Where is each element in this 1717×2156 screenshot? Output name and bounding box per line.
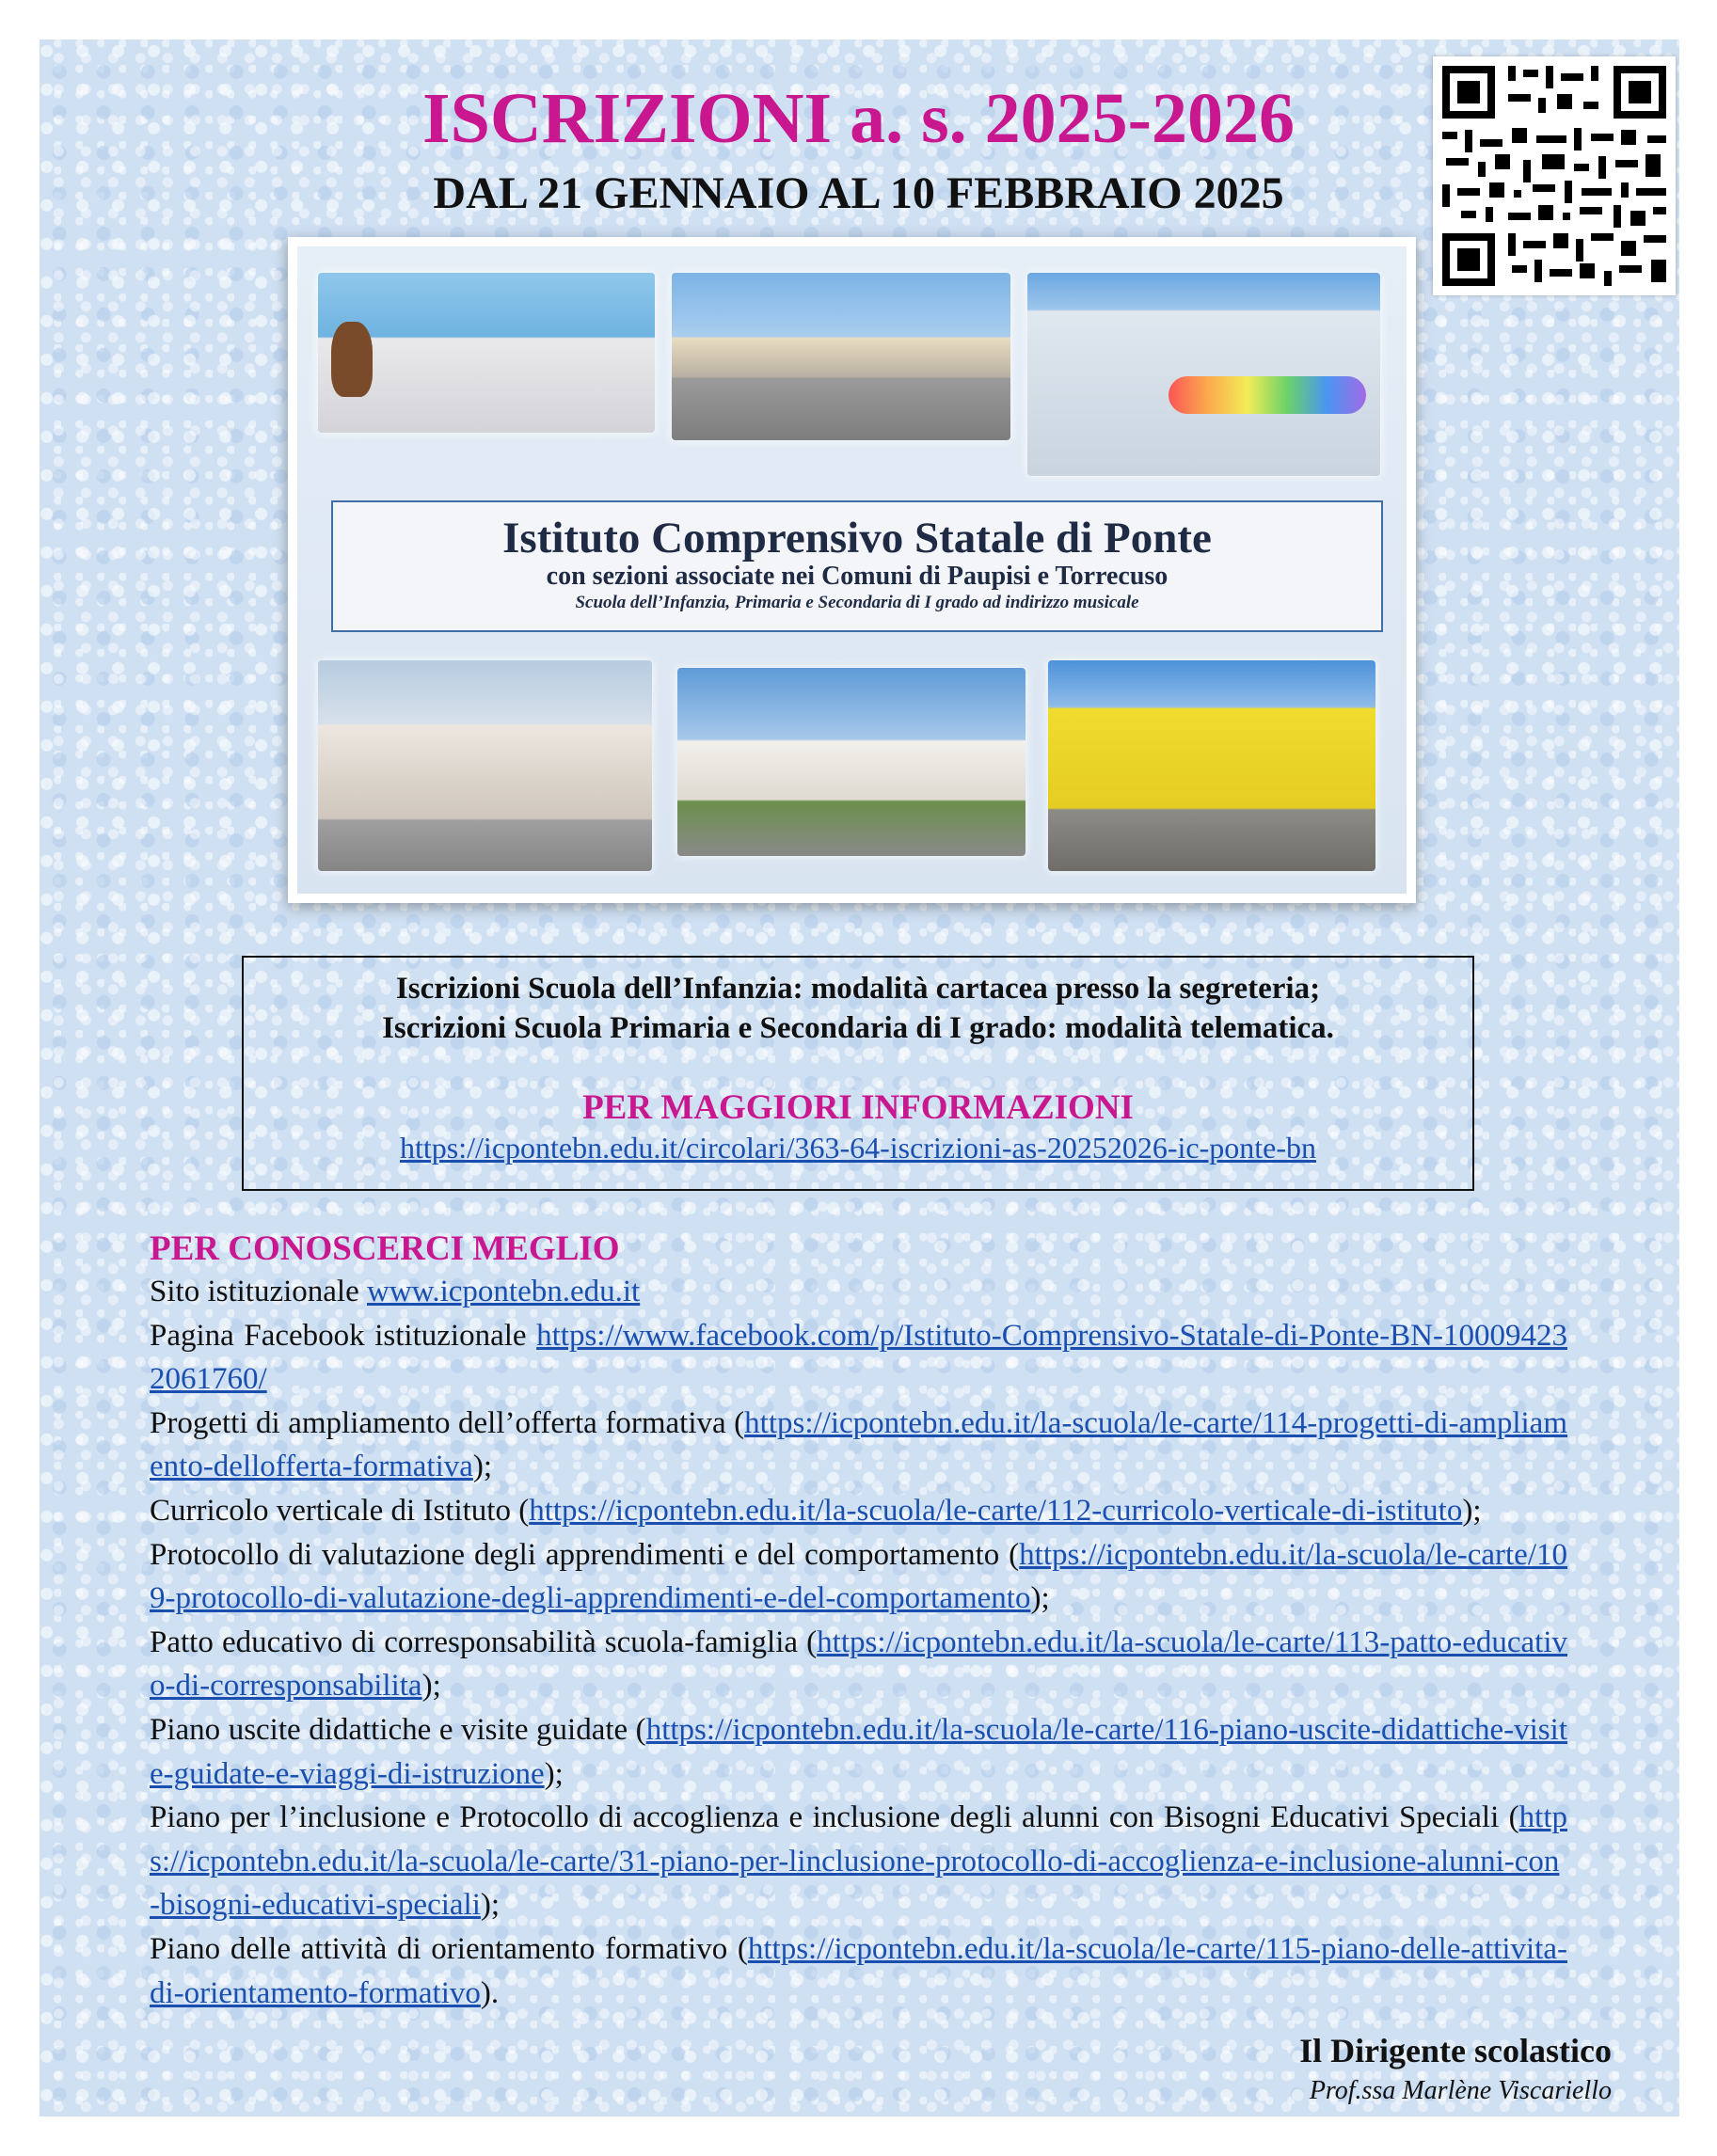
school-name-banner — [331, 500, 1383, 632]
item-label: Patto educativo di corresponsabilità scuola-famiglia ( — [150, 1625, 818, 1659]
pact-link[interactable]: https://icpontebn.edu.it/la-scuola/le-carte/113-patto-educativo-di-corresponsabilita — [150, 1625, 1567, 1704]
item-label: Sito istituzionale — [150, 1275, 367, 1308]
list-item — [150, 1927, 1567, 2015]
website-link[interactable]: www.icpontebn.edu.it — [366, 1275, 641, 1308]
primaria-enrollment-line: Iscrizioni Scuola Primaria e Secondaria di I grado: modalità telematica. — [382, 1011, 1334, 1045]
item-label: Piano uscite didattiche e visite guidate ( — [150, 1712, 646, 1747]
photo-infanzia-hall — [318, 273, 655, 433]
item-label: Piano delle attività di orientamento formativo ( — [150, 1931, 748, 1966]
evaluation-link[interactable]: https://icpontebn.edu.it/la-scuola/le-carte/109-protocollo-di-valutazione-degli-apprendimenti-e-del-comportamento — [150, 1537, 1567, 1616]
item-suffix: ); — [472, 1450, 493, 1484]
mural-rainbow — [1169, 376, 1366, 414]
list-item — [150, 1270, 1567, 1314]
enrollment-dates: DAL 21 GENNAIO AL 10 FEBBRAIO 2025 — [433, 168, 1284, 218]
list-item — [150, 1314, 1567, 1402]
page-title: ISCRIZIONI a. s. 2025-2026 — [422, 79, 1295, 158]
list-item — [150, 1402, 1567, 1489]
inclusion-link[interactable]: https://icpontebn.edu.it/la-scuola/le-carte/31-piano-per-linclusione-protocollo-di-accoglienza-e-inclusione-alunni-con-bisogni-educativi-speciali — [150, 1800, 1567, 1923]
signature-name: Prof.ssa Marlène Viscariello — [1309, 2076, 1612, 2105]
list-item — [150, 1533, 1567, 1621]
item-suffix: ); — [421, 1669, 441, 1704]
item-suffix: ); — [1462, 1493, 1482, 1528]
photo-einstein-mural — [1027, 273, 1380, 476]
signature-role: Il Dirigente scolastico — [1299, 2032, 1612, 2069]
poster-collage — [297, 246, 1407, 894]
item-label: Protocollo di valutazione degli apprendimenti e del comportamento ( — [150, 1537, 1020, 1572]
photo-building-low — [677, 668, 1025, 856]
photo-building-white — [318, 660, 652, 871]
more-info-heading: PER MAGGIORI INFORMAZIONI — [582, 1088, 1134, 1127]
photo-school-courtyard — [672, 273, 1010, 440]
school-sections: con sezioni associate nei Comuni di Paupisi e Torrecuso — [546, 562, 1169, 592]
list-item — [150, 1796, 1567, 1927]
list-item — [150, 1621, 1567, 1708]
resources-section — [150, 1229, 1567, 2015]
item-label: Piano per l’inclusione e Protocollo di accoglienza e inclusione degli alunni con Bisogni Educativi Speciali ( — [150, 1800, 1519, 1835]
item-suffix: ); — [544, 1756, 564, 1791]
qr-code[interactable] — [1433, 56, 1676, 295]
school-poster — [288, 237, 1416, 903]
item-suffix: ); — [1030, 1581, 1050, 1616]
photo-building-yellow — [1048, 660, 1375, 871]
mural-bear-figure — [331, 322, 373, 397]
resources-heading: PER CONOSCERCI MEGLIO — [150, 1229, 620, 1268]
school-tagline: Scuola dell’Infanzia, Primaria e Secondaria di I grado ad indirizzo musicale — [575, 592, 1139, 612]
more-info-link[interactable]: https://icpontebn.edu.it/circolari/363-64-iscrizioni-as-20252026-ic-ponte-bn — [400, 1131, 1316, 1165]
infanzia-enrollment-line: Iscrizioni Scuola dell’Infanzia: modalità cartacea presso la segreteria; — [395, 972, 1321, 1006]
list-item — [150, 1708, 1567, 1796]
trips-link[interactable]: https://icpontebn.edu.it/la-scuola/le-carte/116-piano-uscite-didattiche-visite-guidate-e-viaggi-di-istruzione — [150, 1712, 1567, 1791]
enrollment-info-box — [242, 956, 1474, 1191]
item-suffix: ). — [480, 1975, 500, 2010]
item-label: Progetti di ampliamento dell’offerta formativa ( — [150, 1405, 745, 1440]
item-suffix: ); — [480, 1888, 501, 1923]
qr-code-graphic — [1433, 56, 1676, 295]
curriculum-link[interactable]: https://icpontebn.edu.it/la-scuola/le-carte/112-curricolo-verticale-di-istituto — [529, 1493, 1463, 1528]
school-name: Istituto Comprensivo Statale di Ponte — [502, 514, 1212, 563]
item-label: Pagina Facebook istituzionale — [150, 1318, 537, 1353]
list-item — [150, 1489, 1567, 1533]
orientation-link[interactable]: https://icpontebn.edu.it/la-scuola/le-carte/115-piano-delle-attivita-di-orientamento-formativo — [150, 1931, 1567, 2010]
projects-link[interactable]: https://icpontebn.edu.it/la-scuola/le-carte/114-progetti-di-ampliamento-dellofferta-formativa — [150, 1405, 1567, 1484]
facebook-link[interactable]: https://www.facebook.com/p/Istituto-Comprensivo-Statale-di-Ponte-BN-100094232061760/ — [150, 1318, 1567, 1397]
item-label: Curricolo verticale di Istituto ( — [150, 1493, 530, 1528]
